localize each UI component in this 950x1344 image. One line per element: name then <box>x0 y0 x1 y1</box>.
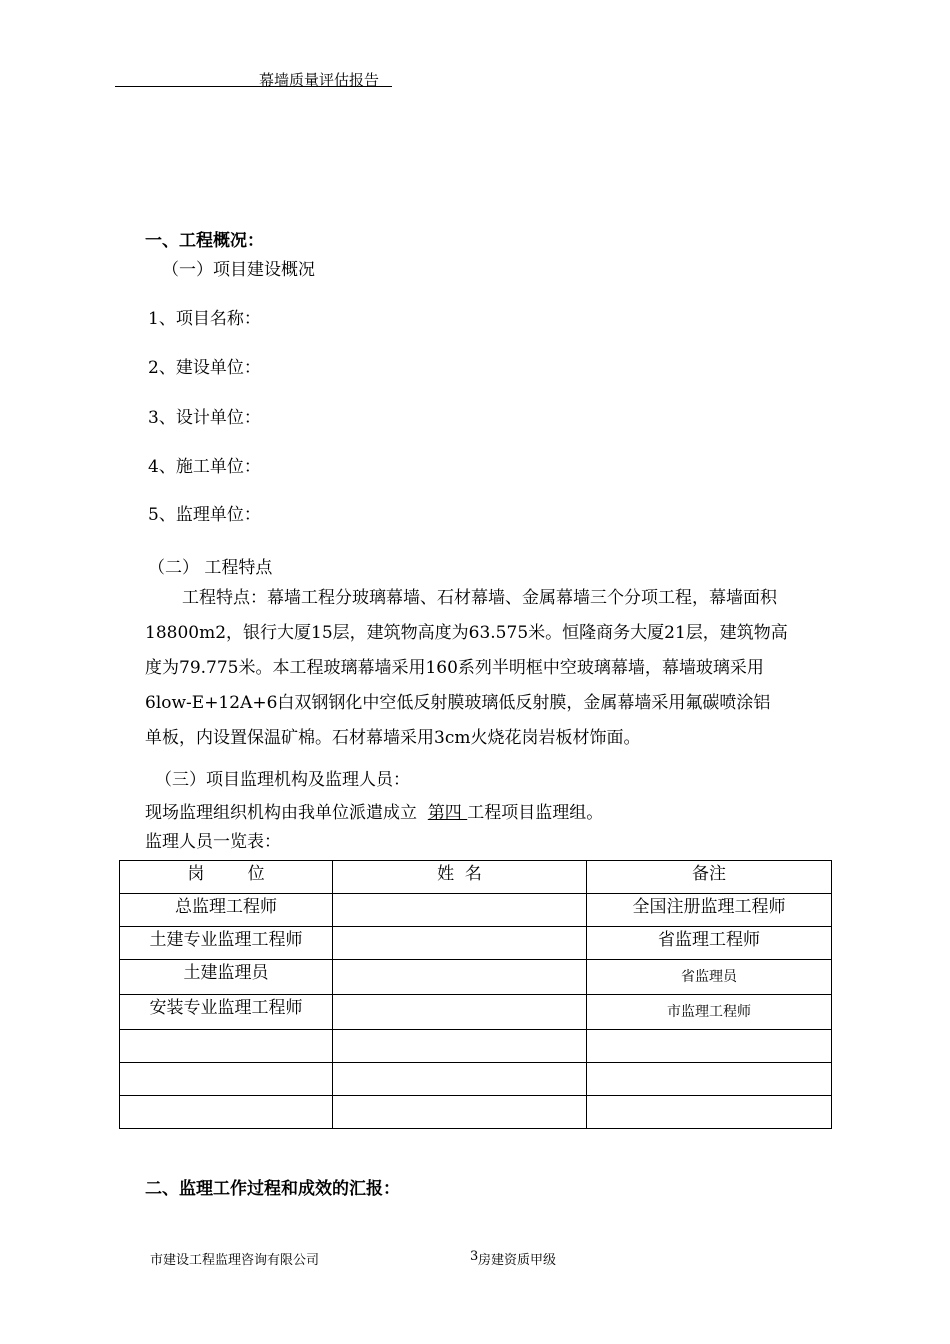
features-paragraph <box>145 581 825 756</box>
section1-heading: 一、工程概况： <box>145 231 264 251</box>
header-position: 岗 位 <box>120 861 333 894</box>
staff-table <box>119 860 832 1129</box>
subsection3-title: （三）项目监理机构及监理人员： <box>155 770 410 790</box>
cell-remark: 市监理工程师 <box>587 995 832 1030</box>
cell-position <box>120 1096 333 1129</box>
cell-remark: 全国注册监理工程师 <box>587 894 832 927</box>
cell-remark: 省监理员 <box>587 960 832 995</box>
item-project-name: 1、项目名称： <box>148 309 261 329</box>
features-line: 单板，内设置保温矿棉。石材幕墙采用3cm火烧花岗岩板材饰面。 <box>145 728 641 748</box>
cell-name <box>333 1096 587 1129</box>
features-line: 度为79.775米。本工程玻璃幕墙采用160系列半明框中空玻璃幕墙，幕墙玻璃采用 <box>145 658 764 678</box>
cell-position: 总监理工程师 <box>120 894 333 927</box>
cell-remark <box>587 1063 832 1096</box>
table-row <box>120 995 832 1030</box>
header-remark: 备注 <box>587 861 832 894</box>
table-row <box>120 960 832 995</box>
cell-name <box>333 1063 587 1096</box>
cell-position: 土建监理员 <box>120 960 333 995</box>
org-statement <box>145 798 603 823</box>
subsection1-title: （一）项目建设概况 <box>162 260 315 280</box>
features-line: 工程特点：幕墙工程分玻璃幕墙、石材幕墙、金属幕墙三个分项工程，幕墙面积 <box>182 588 777 608</box>
staff-list-title: 监理人员一览表： <box>145 832 281 852</box>
header-title: 幕墙质量评估报告 <box>259 71 380 89</box>
cell-position <box>120 1063 333 1096</box>
item-construction-unit: 2、建设单位： <box>148 358 261 378</box>
cell-position <box>120 1030 333 1063</box>
item-supervision-unit: 5、监理单位： <box>148 505 261 525</box>
cell-name <box>333 894 587 927</box>
features-line: 18800m2，银行大厦15层，建筑物高度为63.575米。恒隆商务大厦21层，建筑物高 <box>145 623 788 643</box>
features-line: 6low-E+12A+6白双钢钢化中空低反射膜玻璃低反射膜，金属幕墙采用氟碳喷涂铝 <box>145 693 771 713</box>
item-builder-unit: 4、施工单位： <box>148 457 261 477</box>
cell-name <box>333 960 587 995</box>
cell-position: 土建专业监理工程师 <box>120 927 333 960</box>
org-prefix: 现场监理组织机构由我单位派遣成立 <box>145 803 428 823</box>
cell-position: 安装专业监理工程师 <box>120 995 333 1030</box>
cell-name <box>333 927 587 960</box>
org-suffix: 工程项目监理组。 <box>467 803 604 823</box>
subsection2-title: （二） 工程特点 <box>148 558 273 578</box>
table-row <box>120 1096 832 1129</box>
table-row <box>120 894 832 927</box>
org-group-number: 第四 <box>427 803 468 823</box>
cell-remark <box>587 1096 832 1129</box>
section2-heading: 二、监理工作过程和成效的汇报： <box>145 1179 400 1199</box>
cell-name <box>333 995 587 1030</box>
cell-remark <box>587 1030 832 1063</box>
footer-qualification: 房建资质甲级 <box>478 1253 557 1268</box>
table-row <box>120 927 832 960</box>
table-row <box>120 1063 832 1096</box>
footer-company: 市建设工程监理咨询有限公司 <box>150 1253 320 1268</box>
cell-name <box>333 1030 587 1063</box>
cell-remark: 省监理工程师 <box>587 927 832 960</box>
table-row <box>120 1030 832 1063</box>
item-design-unit: 3、设计单位： <box>148 408 261 428</box>
table-header-row <box>120 861 832 894</box>
header-name: 姓 名 <box>333 861 587 894</box>
footer-page-number: 3 <box>470 1249 479 1264</box>
